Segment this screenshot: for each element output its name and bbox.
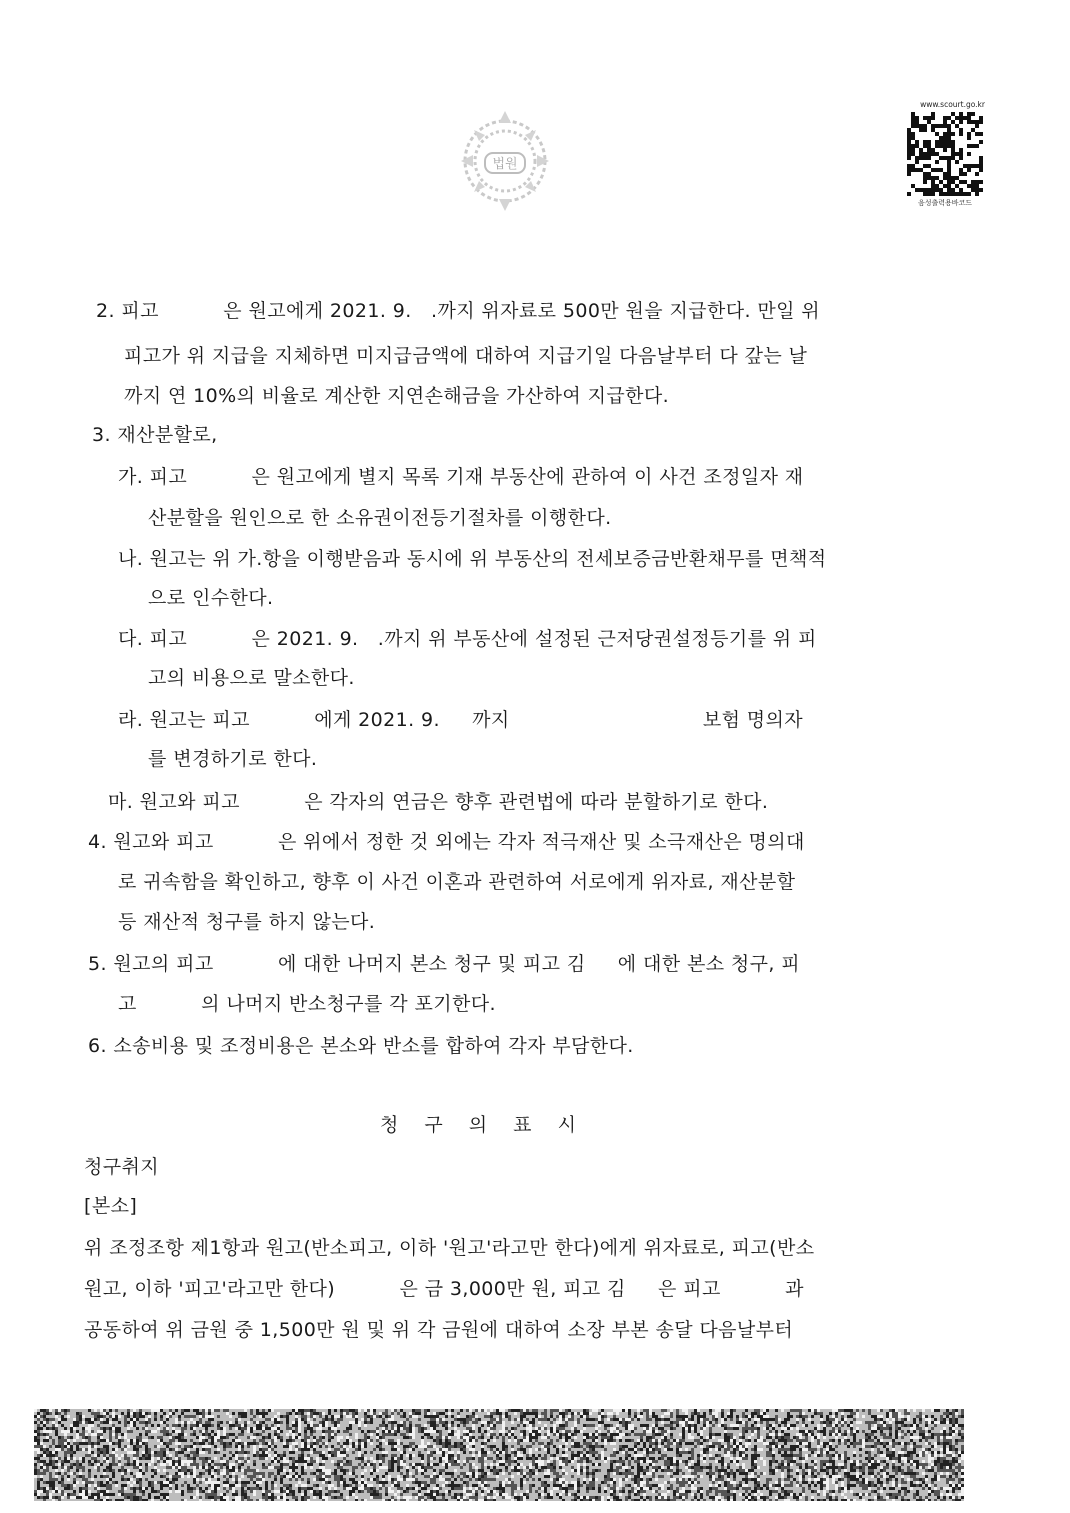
clause-5-line-1: 5. 원고의 피고 에 대한 나머지 본소 청구 및 피고 김 에 대한 본소 청구, 피 — [88, 953, 801, 975]
clause-4-line-1: 4. 원고와 피고 은 위에서 정한 것 외에는 각자 적극재산 및 소극재산은 명의대 — [88, 831, 805, 853]
section-title: 청 구 의 표 시 — [380, 1114, 586, 1136]
clause-2-line-2: 피고가 위 지급을 지체하면 미지급금액에 대하여 지급기일 다음날부터 다 갚는 날 — [124, 345, 808, 367]
clause-4-line-3: 등 재산적 청구를 하지 않는다. — [118, 911, 376, 933]
bottom-security-barcode — [34, 1409, 964, 1501]
claim-line-1: 위 조정조항 제1항과 원고(반소피고, 이하 '원고'라고만 한다)에게 위자료로, 피고(반소 — [84, 1237, 815, 1259]
qr-caption: 음성출력용바코드 — [917, 199, 973, 207]
claim-line-3: 공동하여 위 금원 중 1,500만 원 및 위 각 금원에 대하여 소장 부본 송달 다음날부터 — [84, 1319, 794, 1341]
clause-3-da-line-1: 다. 피고 은 2021. 9. .까지 위 부동산에 설정된 근저당권설정등기를 위 피 — [118, 628, 817, 650]
clause-4-line-2: 로 귀속함을 확인하고, 향후 이 사건 이혼과 관련하여 서로에게 위자료, 재산분할 — [118, 871, 796, 893]
court-seal-logo — [455, 105, 555, 217]
clause-2-line-1: 2. 피고 은 원고에게 2021. 9. .까지 위자료로 500만 원을 지급한다. 만일 위 — [96, 300, 821, 322]
qr-url-text: www.scourt.go.kr — [920, 100, 985, 109]
clause-3-na-line-2: 으로 인수한다. — [148, 587, 274, 609]
seal-text: 법원 — [492, 157, 518, 172]
clause-3-ma-line-1: 마. 원고와 피고 은 각자의 연금은 향후 관련법에 따라 분할하기로 한다. — [108, 791, 769, 813]
claim-line-2: 원고, 이하 '피고'라고만 한다) 은 금 3,000만 원, 피고 김 은 피고 과 — [84, 1278, 804, 1300]
clause-3-da-line-2: 고의 비용으로 말소한다. — [148, 667, 355, 689]
clause-5-line-2: 고 의 나머지 반소청구를 각 포기한다. — [118, 993, 496, 1015]
voice-barcode — [905, 100, 985, 210]
qr-code-icon — [907, 112, 983, 196]
clause-3-heading: 3. 재산분할로, — [92, 424, 218, 446]
claim-subheading: [본소] — [84, 1195, 138, 1217]
clause-6-line-1: 6. 소송비용 및 조정비용은 본소와 반소를 합하여 각자 부담한다. — [88, 1035, 634, 1057]
claim-heading: 청구취지 — [84, 1156, 160, 1178]
clause-3-ga-line-1: 가. 피고 은 원고에게 별지 목록 기재 부동산에 관하여 이 사건 조정일자 재 — [118, 466, 804, 488]
clause-3-na-line-1: 나. 원고는 위 가.항을 이행받음과 동시에 위 부동산의 전세보증금반환채무를 면책적 — [118, 548, 827, 570]
clause-3-ga-line-2: 산분할을 원인으로 한 소유권이전등기절차를 이행한다. — [148, 507, 612, 529]
clause-2-line-3: 까지 연 10%의 비율로 계산한 지연손해금을 가산하여 지급한다. — [124, 385, 670, 407]
clause-3-ra-line-2: 를 변경하기로 한다. — [148, 748, 318, 770]
clause-3-ra-line-1: 라. 원고는 피고 에게 2021. 9. 까지 보험 명의자 — [118, 709, 804, 731]
